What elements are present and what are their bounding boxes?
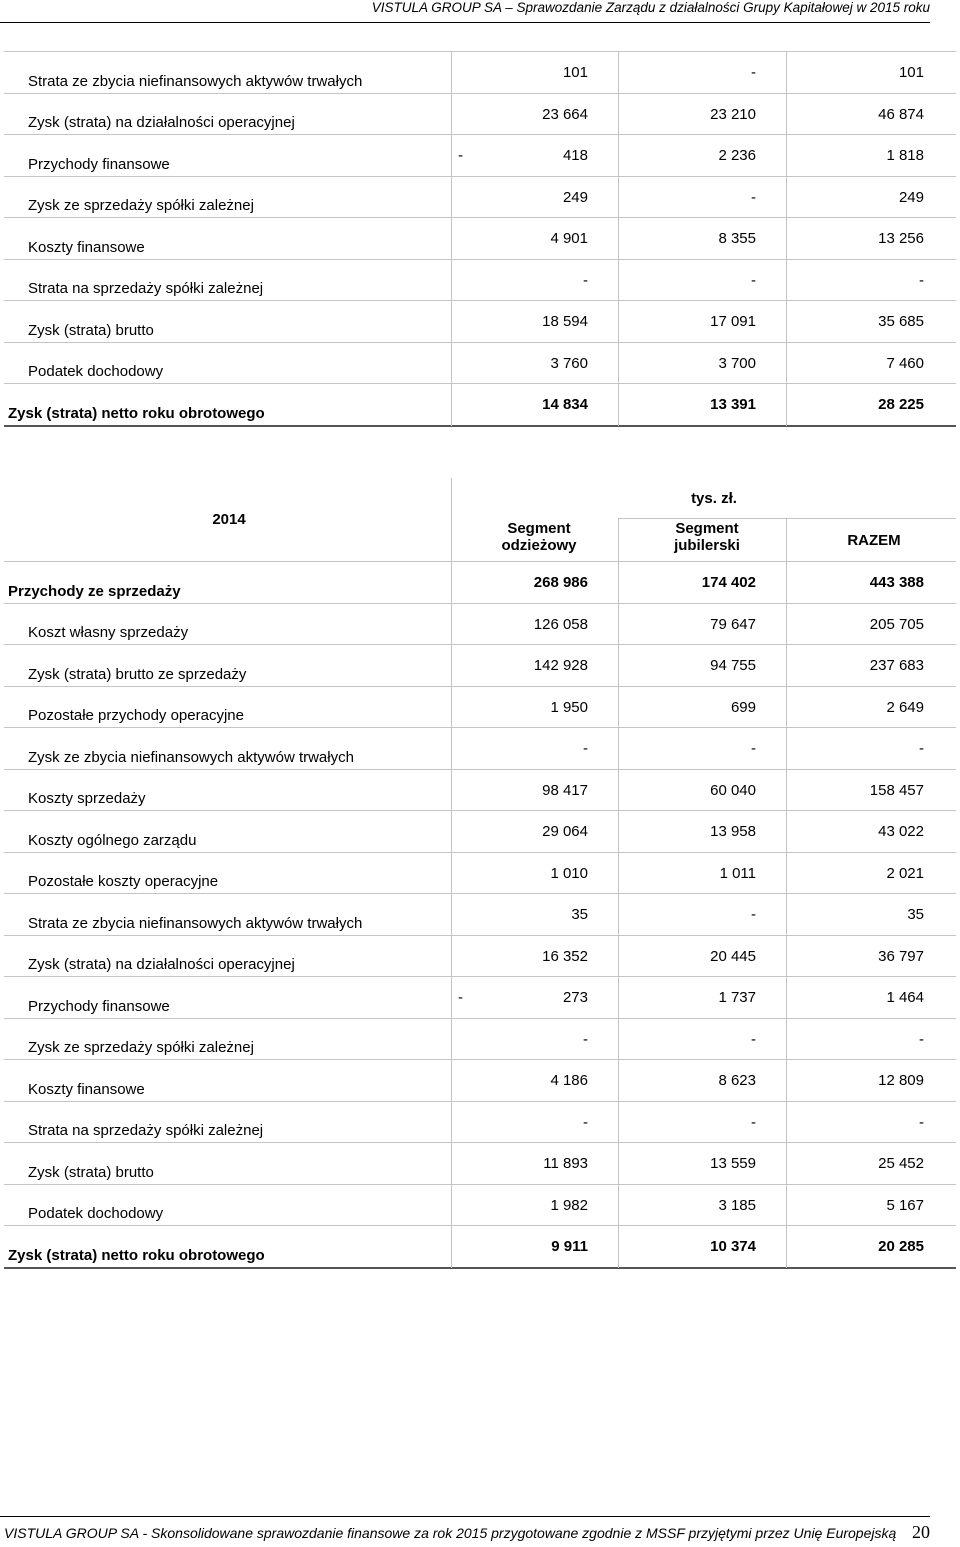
unit-label: tys. zł. [691,490,737,507]
table-row [4,52,956,94]
table-2015-continuation [4,52,956,428]
cell-v3: 43 022 [878,823,924,840]
cell-v1: 273 [562,989,588,1006]
col-header-segment-jewellery [642,520,772,554]
row-label: Zysk (strata) na działalności operacyjnej [28,956,295,973]
table-row [4,604,956,646]
value-prefix: - [458,147,463,164]
row-label: Koszty ogólnego zarządu [28,831,197,849]
row-label: Zysk (strata) netto roku obrotowego [8,404,265,422]
cell-v1: 101 [562,64,588,81]
cell-v3: 101 [898,64,924,81]
col-header-segment-clothing-line2: odzieżowy [501,537,577,554]
row-label: Zysk ze sprzedaży spółki zależnej [28,1039,254,1056]
cell-v2: 13 559 [710,1155,756,1172]
table-row [4,1019,956,1061]
row-label: Zysk ze sprzedaży spółki zależnej [28,197,254,214]
col-header-segment-clothing-line1: Segment [507,520,571,537]
col-header-total: RAZEM [847,532,901,549]
cell-v1: 16 352 [542,947,588,965]
table-row [4,343,956,385]
cell-v3: - [919,271,924,289]
cell-v1: - [583,271,588,289]
cell-v1: - [583,1030,588,1048]
table-row [4,811,956,853]
cell-v2: 79 647 [710,615,756,633]
cell-v3: 237 683 [869,657,924,674]
cell-v2: 2 236 [718,147,756,164]
cell-v2: 1 011 [719,864,756,882]
cell-v3: 12 809 [878,1072,924,1089]
row-label: Zysk (strata) brutto [28,1163,154,1181]
table-row [4,770,956,812]
cell-v2: - [751,271,756,289]
row-label: Przychody finansowe [28,997,170,1015]
cell-v3: 7 460 [886,354,924,372]
cell-v2: 174 402 [701,574,756,591]
cell-v1: 249 [562,188,588,206]
row-label: Zysk (strata) netto roku obrotowego [8,1246,265,1264]
table-row [4,562,956,604]
table-row [4,1102,956,1144]
cell-v2: 13 958 [710,823,756,840]
table-row [4,853,956,895]
cell-v1: 11 893 [543,1155,588,1172]
table-row [4,728,956,770]
cell-v2: 8 355 [718,230,756,247]
table-row [4,936,956,978]
row-label: Koszty finansowe [28,238,145,256]
table-row [4,218,956,260]
cell-v2: 8 623 [718,1072,756,1089]
row-label: Pozostałe przychody operacyjne [28,707,244,724]
table-row [4,1060,956,1102]
cell-v2: 1 737 [718,989,756,1006]
table-row [4,894,956,936]
cell-v3: 25 452 [878,1155,924,1172]
row-label: Podatek dochodowy [28,1205,164,1222]
cell-v2: - [751,64,756,81]
cell-v3: 249 [898,188,924,206]
cell-v3: - [919,740,924,757]
cell-v1: 1 010 [550,864,588,882]
cell-v2: 94 755 [710,657,756,674]
table-row [4,1143,956,1185]
cell-v1: 9 911 [551,1238,588,1255]
cell-v3: 2 649 [886,698,924,716]
cell-v1: 29 064 [542,823,588,840]
cell-v3: 443 388 [869,574,924,591]
table-row [4,94,956,136]
row-label: Koszty finansowe [28,1080,145,1098]
row-label: Zysk (strata) na działalności operacyjnej [28,114,295,131]
value-prefix: - [458,989,463,1006]
cell-v3: - [919,1113,924,1131]
cell-v2: 17 091 [710,313,756,330]
row-label: Przychody ze sprzedaży [8,582,181,600]
year-heading: 2014 [212,511,246,528]
cell-v1: 4 901 [550,230,588,247]
table-row [4,135,956,177]
footer-text: VISTULA GROUP SA - Skonsolidowane sprawozdanie finansowe za rok 2015 przygotowane zgodnie z MSSF przyjętymi przez Unię Europejską [4,1525,897,1541]
header-text: VISTULA GROUP SA – Sprawozdanie Zarządu z działalności Grupy Kapitałowej w 2015 roku [371,0,930,15]
row-label: Zysk (strata) brutto [28,321,154,339]
cell-v1: 418 [562,147,588,164]
table-row [4,177,956,219]
cell-v2: - [751,906,756,923]
cell-v3: 46 874 [878,105,924,123]
cell-v2: - [751,188,756,206]
cell-v3: 20 285 [878,1238,924,1255]
cell-v2: 699 [730,698,756,716]
row-label: Zysk (strata) brutto ze sprzedaży [28,665,247,683]
cell-v2: - [751,740,756,757]
cell-v3: - [919,1030,924,1048]
cell-v2: 3 185 [718,1196,756,1214]
row-label: Przychody finansowe [28,155,170,173]
page-number: 20 [912,1522,930,1542]
cell-v2: 10 374 [710,1238,756,1255]
cell-v1: 4 186 [550,1072,588,1089]
col-header-segment-clothing [474,520,604,554]
row-label: Koszty sprzedaży [28,790,146,807]
cell-v2: 20 445 [710,947,756,965]
cell-v3: 36 797 [878,947,924,965]
table-2014-header [4,478,956,562]
table-row [4,1185,956,1227]
cell-v1: 142 928 [533,657,588,674]
cell-v3: 28 225 [878,396,924,413]
row-label: Pozostałe koszty operacyjne [28,873,219,890]
row-label: Strata na sprzedaży spółki zależnej [28,1122,264,1139]
cell-v3: 5 167 [886,1196,924,1214]
cell-v1: 98 417 [542,781,588,799]
row-label: Podatek dochodowy [28,363,164,380]
cell-v3: 35 [907,906,924,923]
cell-v2: - [751,1113,756,1131]
row-label: Strata ze zbycia niefinansowych aktywów trwałych [28,914,363,932]
col-header-segment-jewellery-line1: Segment [675,520,739,537]
table-row [4,645,956,687]
cell-v3: 1 818 [886,147,924,164]
cell-v3: 2 021 [886,864,924,882]
row-label: Strata na sprzedaży spółki zależnej [28,280,264,297]
cell-v1: 1 982 [550,1196,588,1214]
cell-v1: 1 950 [550,698,588,716]
page-footer [0,1516,930,1547]
table-row [4,384,956,427]
row-label: Strata ze zbycia niefinansowych aktywów trwałych [28,72,363,90]
cell-v1: 126 058 [533,615,588,633]
table-2014 [4,562,956,1270]
cell-v2: 13 391 [710,396,756,413]
cell-v3: 158 457 [869,781,924,799]
table-row [4,260,956,302]
cell-v3: 1 464 [886,989,924,1006]
cell-v1: 35 [571,906,588,923]
cell-v1: 23 664 [542,105,588,123]
cell-v3: 13 256 [878,230,924,247]
cell-v1: - [583,1113,588,1131]
table-row [4,301,956,343]
cell-v3: 205 705 [869,615,924,633]
row-label: Zysk ze zbycia niefinansowych aktywów trwałych [28,748,354,766]
page-header [0,0,930,23]
col-header-segment-jewellery-line2: jubilerski [674,537,740,554]
cell-v2: - [751,1030,756,1048]
cell-v1: 18 594 [542,313,588,330]
cell-v1: 14 834 [542,396,588,413]
table-row [4,687,956,729]
cell-v1: 3 760 [550,354,588,372]
cell-v1: 268 986 [533,574,588,591]
cell-v2: 60 040 [710,781,756,799]
cell-v1: - [583,740,588,757]
cell-v2: 3 700 [718,354,756,372]
table-row [4,977,956,1019]
row-label: Koszt własny sprzedaży [28,624,189,641]
cell-v3: 35 685 [878,313,924,330]
table-row [4,1226,956,1269]
cell-v2: 23 210 [710,105,756,123]
